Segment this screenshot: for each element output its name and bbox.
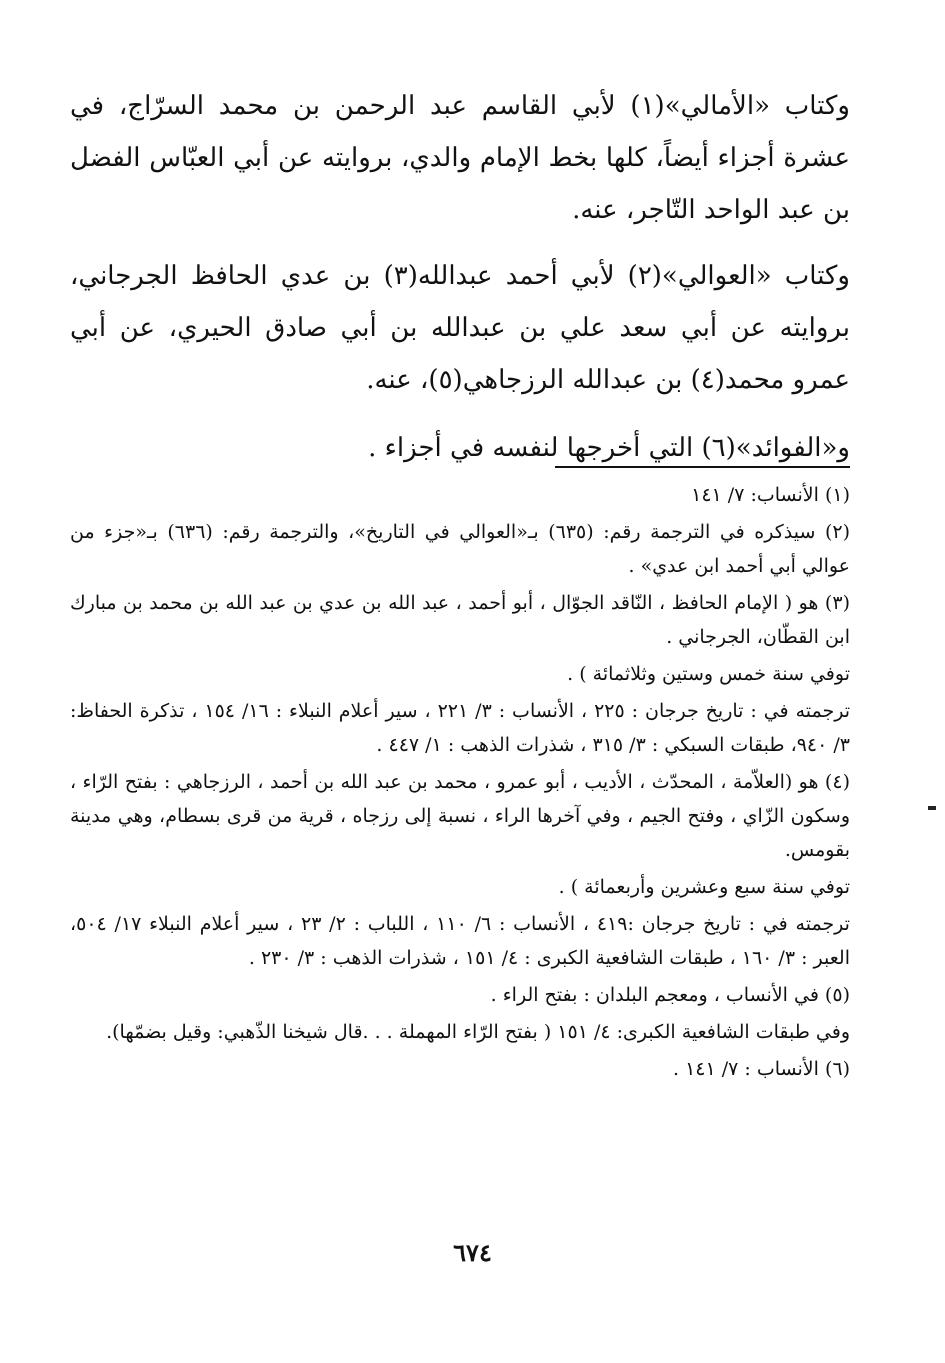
footnote-5: (٥) في الأنساب ، ومعجم البلدان : بفتح الراء . (490, 984, 850, 1006)
footnote-4: (٤) هو (العلاّمة ، المحدّث ، الأديب ، أبو عمرو ، محمد بن عبد الله بن أحمد ، الرزجاهي : بفتح الرّاء ، وسكون الزّاي ، وفتح الجيم ، وفي آخرها الراء ، نسبة إلى رزجاه ، قرية من قرى بسطام، وهي مدينة بقومس. (70, 771, 850, 861)
main-text (70, 80, 850, 488)
paragraph-fawaid: و«الفوائد»(٦) التي أخرجها لنفسه في أجزاء . (368, 433, 850, 463)
footnote-2: (٢) سيذكره في الترجمة رقم: (٦٣٥) بـ«العوالي في التاريخ»، والترجمة رقم: (٦٣٦) بـ«جزء من عوالي أبي أحمد ابن عدي» . (70, 521, 850, 577)
paragraph-awali: وكتاب «العوالي»(٢) لأبي أحمد عبدالله(٣) بن عدي الحافظ الجرجاني، بروايته عن أبي سعد علي بن عبدالله بن أبي صادق الحيري، عن أبي عمرو محمد(٤) بن عبدالله الرزجاهي(٥)، عنه. (70, 261, 850, 395)
footnote-divider (555, 466, 850, 468)
footnote-3-sources: ترجمته في : تاريخ جرجان : ٢٢٥ ، الأنساب : ٣/ ٢٢١ ، سير أعلام النبلاء : ١٦/ ١٥٤ ، تذكرة الحفاظ: ٣/ ٩٤٠، طبقات السبكي : ٣/ ٣١٥ ، شذرات الذهب : ١/ ٤٤٧ . (70, 700, 850, 756)
footnote-4-sources: ترجمته في : تاريخ جرجان :٤١٩ ، الأنساب : ٦/ ١١٠ ، اللباب : ٢/ ٢٣ ، سير أعلام النبلاء ١٧/ ٥٠٤، العبر : ٣/ ١٦٠ ، طبقات الشافعية الكبرى : ٤/ ١٥١ ، شذرات الذهب : ٣/ ٢٣٠ . (70, 913, 850, 969)
scan-mark (928, 806, 936, 810)
page-number: ٦٧٤ (453, 1238, 492, 1267)
footnote-5-continued: وفي طبقات الشافعية الكبرى: ٤/ ١٥١ ( بفتح الرّاء المهملة . . .قال شيخنا الذّهبي: وقيل بضمّها). (106, 1021, 850, 1043)
footnote-3: (٣) هو ( الإمام الحافظ ، النّاقد الجوّال ، أبو أحمد ، عبد الله بن عدي بن عبد الله بن محمد بن مبارك ابن القطّان، الجرجاني . (70, 592, 850, 648)
footnote-4-death: توفي سنة سبع وعشرين وأربعمائة ) . (558, 876, 850, 898)
footnote-1: (١) الأنساب: ٧/ ١٤١ (691, 484, 850, 506)
footnote-6: (٦) الأنساب : ٧/ ١٤١ . (673, 1058, 850, 1080)
paragraph-amali: وكتاب «الأمالي»(١) لأبي القاسم عبد الرحمن بن محمد السرّاج، في عشرة أجزاء أيضاً، كلها بخط الإمام والدي، بروايته عن أبي العبّاس الفضل بن عبد الواحد التّاجر، عنه. (70, 91, 850, 225)
footnotes (70, 478, 850, 1089)
footnote-3-death: توفي سنة خمس وستين وثلاثمائة ) . (567, 663, 850, 685)
